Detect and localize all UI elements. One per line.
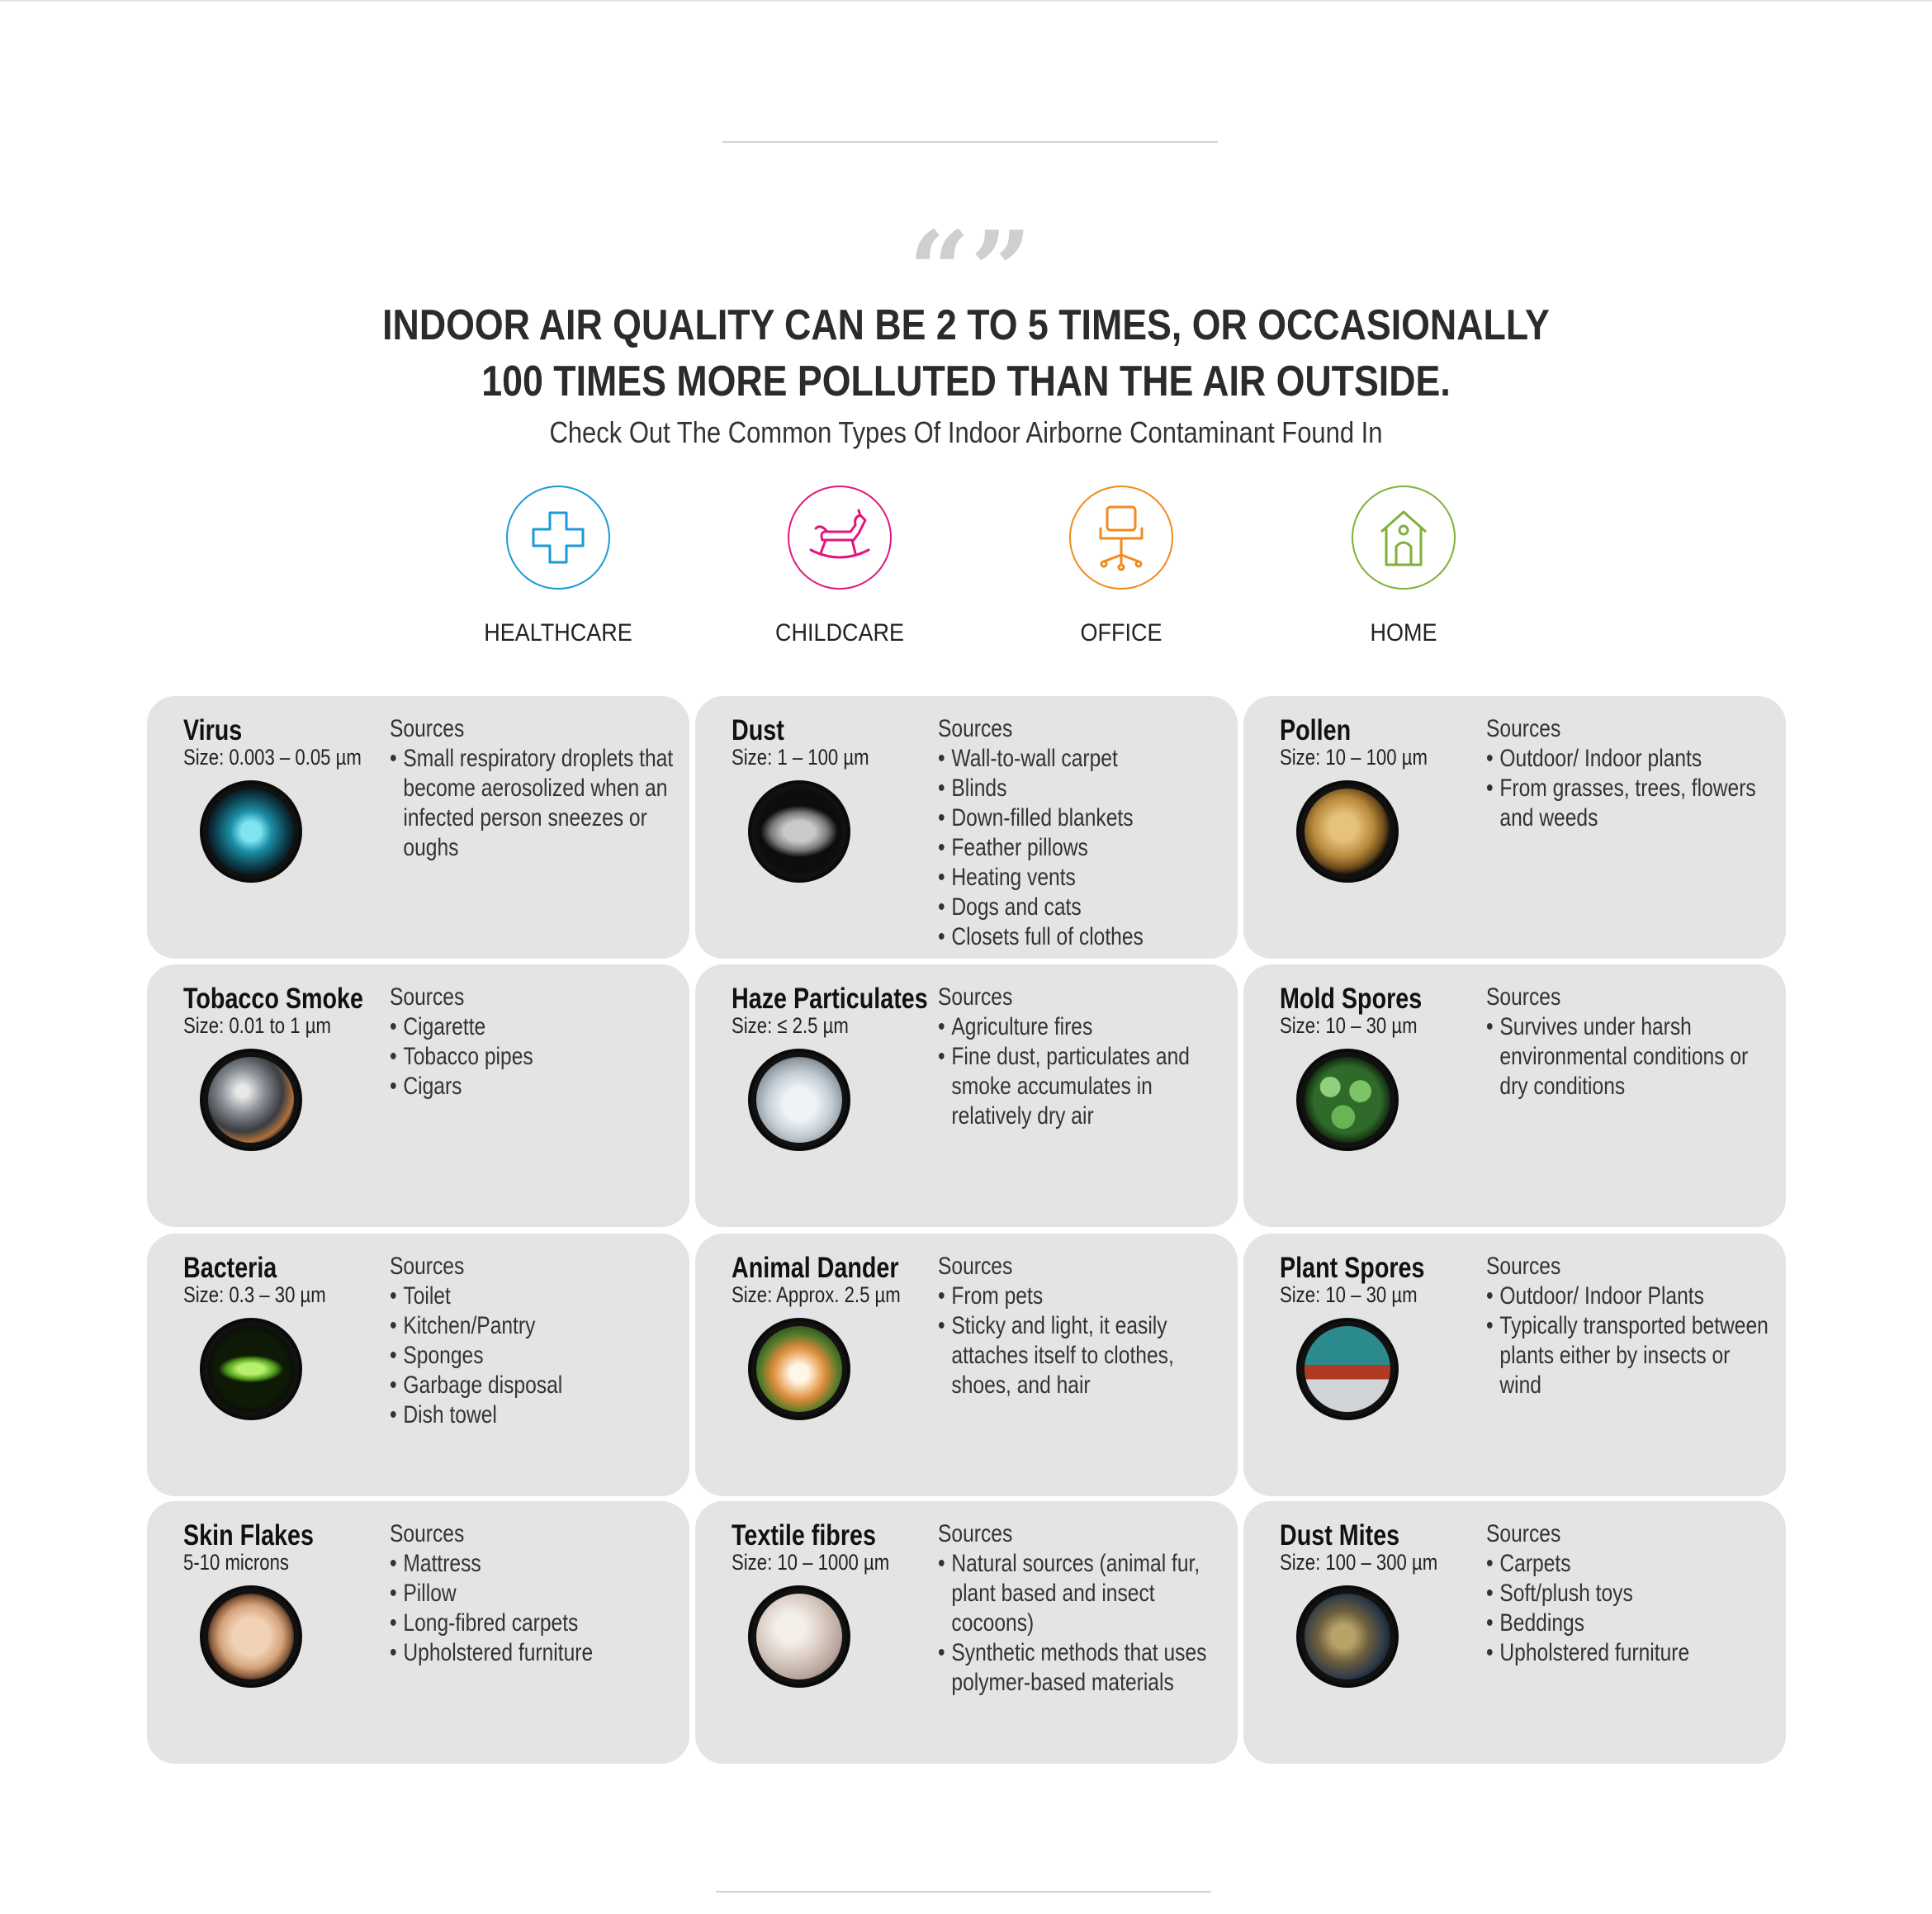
contaminant-card-mold-spores	[1243, 964, 1786, 1227]
medical-cross-icon	[528, 508, 588, 567]
source-item: • Sticky and light, it easily attaches itself to clothes, shoes, and hair	[938, 1311, 1229, 1400]
contaminant-name: Pollen	[1280, 714, 1352, 746]
house-icon	[1376, 507, 1431, 568]
source-item: • Dish towel	[390, 1400, 681, 1430]
contaminant-size: Size: 10 – 30 µm	[1280, 1013, 1418, 1038]
sources-list	[938, 983, 1229, 1131]
pollen-icon	[1296, 780, 1399, 883]
source-item: • Beddings	[1486, 1608, 1778, 1638]
source-item: • Down-filled blankets	[938, 803, 1229, 833]
skin-flakes-icon	[200, 1585, 302, 1688]
tobacco-smoke-icon	[200, 1049, 302, 1151]
contaminant-card-tobacco-smoke	[147, 964, 689, 1227]
office-chair-icon	[1092, 504, 1150, 571]
sources-heading: Sources	[938, 715, 1013, 742]
category-label: HOME	[1370, 619, 1437, 647]
source-item: • Heating vents	[938, 863, 1229, 893]
source-item: • Cigarette	[390, 1012, 681, 1042]
sources-list	[1486, 1519, 1778, 1668]
rocking-horse-icon	[804, 509, 875, 566]
contaminant-name: Animal Dander	[732, 1252, 899, 1284]
source-item: • Kitchen/Pantry	[390, 1311, 681, 1341]
dog-icon	[748, 1318, 850, 1420]
source-item: • Mattress	[390, 1549, 681, 1579]
sources-heading: Sources	[1486, 1520, 1561, 1547]
source-item: • From grasses, trees, flowers and weeds	[1486, 774, 1778, 833]
sources-heading: Sources	[1486, 983, 1561, 1011]
source-item: • Blinds	[938, 774, 1229, 803]
haze-icon	[748, 1049, 850, 1151]
source-item: • Small respiratory droplets that become aerosolized when an infected person sneezes or oughs	[390, 744, 681, 863]
contaminant-size: 5-10 microns	[183, 1550, 289, 1575]
sources-heading: Sources	[390, 1520, 465, 1547]
headline	[327, 297, 1605, 410]
source-item: • Garbage disposal	[390, 1371, 681, 1400]
category-childcare	[741, 486, 939, 647]
sources-list	[390, 1519, 681, 1668]
dust-icon	[748, 780, 850, 883]
contaminant-size: Size: 0.3 – 30 µm	[183, 1282, 326, 1307]
mold-spores-icon	[1296, 1049, 1399, 1151]
category-label: CHILDCARE	[774, 619, 905, 647]
childcare-ring	[788, 486, 892, 590]
headline-line-1: INDOOR AIR QUALITY CAN BE 2 TO 5 TIMES, OR OCCASIONALLY	[382, 301, 1550, 349]
contaminant-name: Skin Flakes	[183, 1519, 314, 1552]
source-item: • From pets	[938, 1282, 1229, 1311]
contaminant-name: Plant Spores	[1280, 1252, 1425, 1284]
contaminant-name: Dust	[732, 714, 784, 746]
sources-list	[938, 714, 1229, 952]
source-item: • Survives under harsh environmental conditions or dry conditions	[1486, 1012, 1778, 1101]
bacteria-icon	[200, 1318, 302, 1420]
contaminant-card-animal-dander	[695, 1234, 1238, 1496]
contaminant-size: Size: 10 – 30 µm	[1280, 1282, 1418, 1307]
sources-list	[938, 1252, 1229, 1400]
quote-icon: “”	[908, 207, 1032, 334]
category-healthcare	[459, 486, 657, 647]
source-item: • Wall-to-wall carpet	[938, 744, 1229, 774]
contaminant-card-dust-mites	[1243, 1501, 1786, 1764]
contaminant-name: Mold Spores	[1280, 983, 1423, 1015]
contaminant-size: Size: 1 – 100 µm	[732, 745, 869, 770]
sources-heading: Sources	[390, 1253, 465, 1280]
sources-list	[390, 983, 681, 1101]
virus-icon	[200, 780, 302, 883]
sources-heading: Sources	[1486, 715, 1561, 742]
contaminant-size: Size: 0.003 – 0.05 µm	[183, 745, 362, 770]
sources-heading: Sources	[390, 983, 465, 1011]
contaminant-card-dust	[695, 696, 1238, 959]
contaminant-card-skin-flakes	[147, 1501, 689, 1764]
source-item: • Tobacco pipes	[390, 1042, 681, 1072]
contaminant-size: Size: 0.01 to 1 µm	[183, 1013, 331, 1038]
sources-list	[1486, 983, 1778, 1101]
category-home	[1305, 486, 1503, 647]
contaminant-card-pollen	[1243, 696, 1786, 959]
contaminant-name: Textile fibres	[732, 1519, 876, 1552]
sources-heading: Sources	[938, 1520, 1013, 1547]
source-item: • Typically transported between plants either by insects or wind	[1486, 1311, 1778, 1400]
contaminant-name: Tobacco Smoke	[183, 983, 363, 1015]
textile-fibres-icon	[748, 1585, 850, 1688]
source-item: • Cigars	[390, 1072, 681, 1101]
category-office	[1022, 486, 1220, 647]
contaminant-card-bacteria	[147, 1234, 689, 1496]
sources-list	[938, 1519, 1229, 1698]
source-item: • Toilet	[390, 1282, 681, 1311]
bottom-divider	[716, 1891, 1211, 1893]
contaminant-card-plant-spores	[1243, 1234, 1786, 1496]
home-ring	[1352, 486, 1456, 590]
category-label: HEALTHCARE	[484, 619, 632, 647]
source-item: • Agriculture fires	[938, 1012, 1229, 1042]
contaminant-card-virus	[147, 696, 689, 959]
source-item: • Sponges	[390, 1341, 681, 1371]
contaminant-size: Size: 100 – 300 µm	[1280, 1550, 1438, 1575]
sources-list	[1486, 714, 1778, 833]
headline-line-2: 100 TIMES MORE POLLUTED THAN THE AIR OUTSIDE.	[481, 358, 1451, 405]
source-item: • Feather pillows	[938, 833, 1229, 863]
top-border	[0, 0, 1932, 2]
source-item: • Outdoor/ Indoor plants	[1486, 744, 1778, 774]
dust-mite-icon	[1296, 1585, 1399, 1688]
plant-spores-icon	[1296, 1318, 1399, 1420]
sources-heading: Sources	[938, 983, 1013, 1011]
contaminant-card-textile-fibres	[695, 1501, 1238, 1764]
sources-heading: Sources	[390, 715, 465, 742]
top-divider	[722, 141, 1218, 143]
source-item: • Closets full of clothes	[938, 922, 1229, 952]
source-item: • Soft/plush toys	[1486, 1579, 1778, 1608]
contaminant-size: Size: Approx. 2.5 µm	[732, 1282, 901, 1307]
office-ring	[1069, 486, 1173, 590]
sources-heading: Sources	[938, 1253, 1013, 1280]
contaminant-name: Virus	[183, 714, 243, 746]
source-item: • Upholstered furniture	[1486, 1638, 1778, 1668]
source-item: • Upholstered furniture	[390, 1638, 681, 1668]
source-item: • Pillow	[390, 1579, 681, 1608]
sources-list	[1486, 1252, 1778, 1400]
category-label: OFFICE	[1080, 619, 1163, 647]
source-item: • Long-fibred carpets	[390, 1608, 681, 1638]
source-item: • Natural sources (animal fur, plant based and insect cocoons)	[938, 1549, 1229, 1638]
source-item: • Outdoor/ Indoor Plants	[1486, 1282, 1778, 1311]
source-item: • Carpets	[1486, 1549, 1778, 1579]
source-item: • Dogs and cats	[938, 893, 1229, 922]
contaminant-card-haze	[695, 964, 1238, 1227]
contaminant-name: Bacteria	[183, 1252, 277, 1284]
contaminant-size: Size: 10 – 100 µm	[1280, 745, 1428, 770]
healthcare-ring	[506, 486, 610, 590]
contaminant-size: Size: 10 – 1000 µm	[732, 1550, 890, 1575]
contaminant-name: Haze Particulates	[732, 983, 928, 1015]
contaminant-name: Dust Mites	[1280, 1519, 1400, 1552]
sources-list	[390, 1252, 681, 1430]
source-item: • Fine dust, particulates and smoke accumulates in relatively dry air	[938, 1042, 1229, 1131]
sources-heading: Sources	[1486, 1253, 1561, 1280]
source-item: • Synthetic methods that uses polymer-based materials	[938, 1638, 1229, 1698]
contaminant-size: Size: ≤ 2.5 µm	[732, 1013, 849, 1038]
subheadline: Check Out The Common Types Of Indoor Airborne Contaminant Found In	[549, 415, 1383, 449]
sources-list	[390, 714, 681, 863]
